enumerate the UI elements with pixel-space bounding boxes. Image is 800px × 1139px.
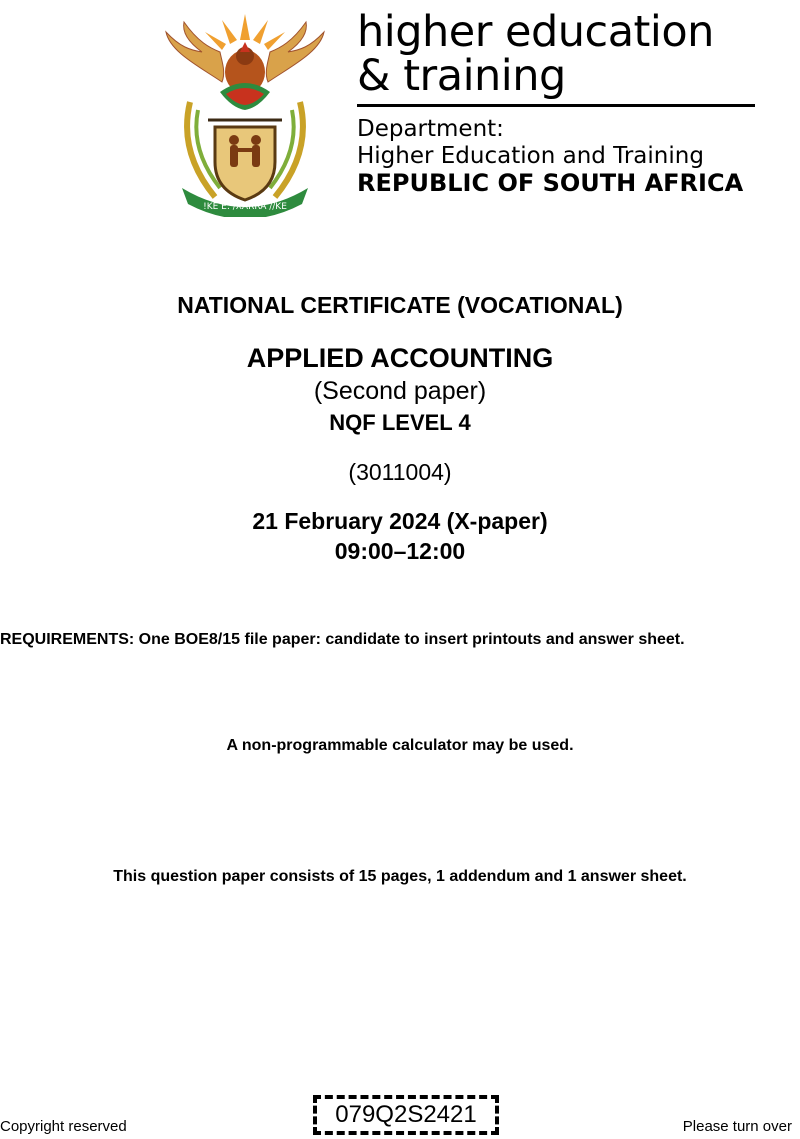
dept-country: REPUBLIC OF SOUTH AFRICA	[357, 169, 744, 197]
turn-over-note: Please turn over	[682, 1118, 792, 1135]
left-wing	[166, 22, 224, 82]
paper-code: 079Q2S2421	[313, 1095, 499, 1135]
dept-name: Higher Education and Training	[357, 143, 704, 169]
subject-title: APPLIED ACCOUNTING	[246, 343, 554, 373]
requirements-text: REQUIREMENTS: One BOE8/15 file paper: candidate to insert printouts and answer sheet.	[0, 631, 685, 648]
subject-code: (3011004)	[348, 459, 452, 485]
paper-number: (Second paper)	[313, 377, 487, 405]
nqf-level: NQF LEVEL 4	[329, 410, 471, 435]
page-count-note: This question paper consists of 15 pages, 1 addendum and 1 answer sheet.	[113, 868, 687, 885]
dept-label: Department:	[357, 116, 504, 142]
shield	[215, 127, 275, 200]
coat-of-arms-logo	[160, 12, 330, 217]
copyright-notice: Copyright reserved	[0, 1118, 127, 1135]
qualification-title: NATIONAL CERTIFICATE (VOCATIONAL)	[177, 292, 623, 318]
brand-line-2: & training	[357, 51, 566, 101]
calculator-note: A non-programmable calculator may be used.	[226, 737, 574, 754]
dept-brand-title	[357, 7, 714, 101]
header-divider	[357, 104, 755, 107]
brand-line-1: higher education	[357, 7, 714, 57]
exam-time: 09:00–12:00	[334, 538, 466, 564]
crest-motto: !KE E: /XARRA //KE	[203, 202, 287, 212]
exam-date: 21 February 2024 (X-paper)	[252, 508, 548, 534]
right-wing	[266, 22, 324, 82]
